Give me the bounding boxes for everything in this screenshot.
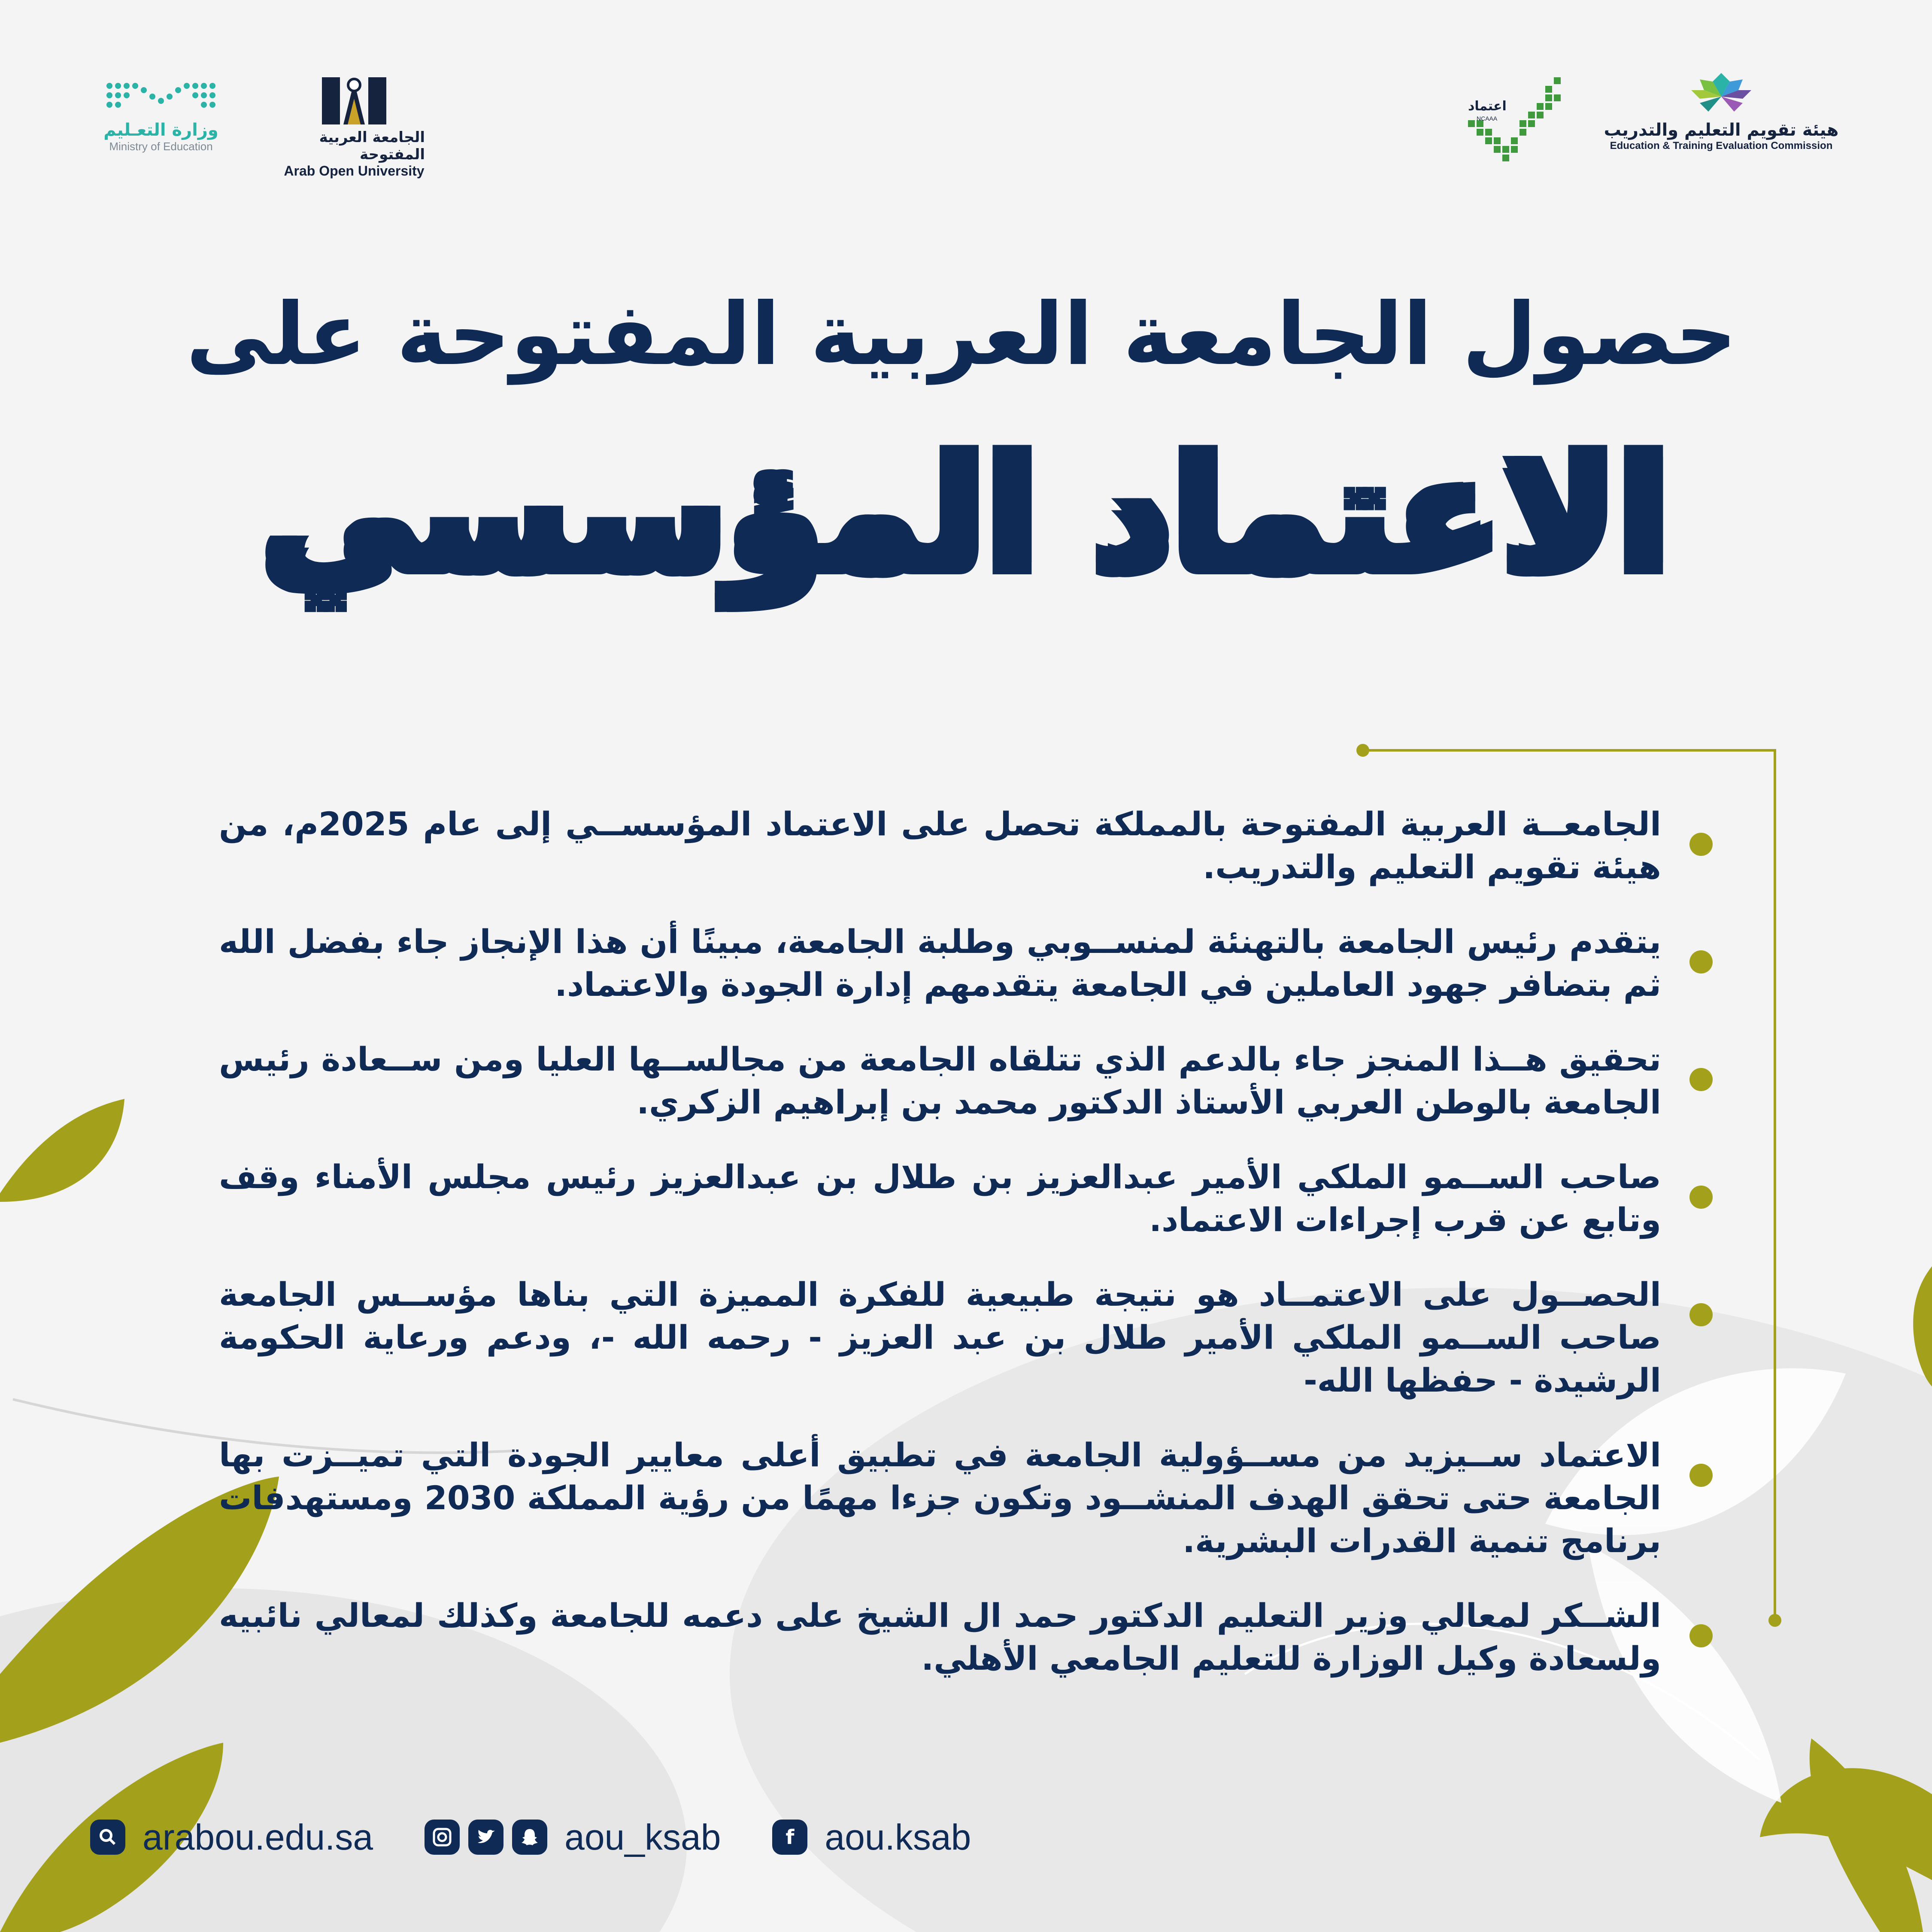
- bullet-item: [219, 1038, 1713, 1124]
- website-link[interactable]: arabou.edu.sa: [143, 1817, 373, 1857]
- social-handle[interactable]: aou_ksab: [564, 1817, 721, 1857]
- instagram-icon[interactable]: [425, 1820, 460, 1855]
- bullet-item: [219, 920, 1713, 1006]
- timeline-end-dot: [1768, 1614, 1781, 1627]
- bullet-text: الحصــول على الاعتمــاد هو نتيجة طبيعية للفكرة المميزة التي بناها مؤســس الجامعة صاحب الســمو الملكي الأمير طلال بن عبد العزيز - رحمه الله -، ودعم ورعاية الحكومة الرشيدة - حفظها الله-: [219, 1275, 1661, 1399]
- footer: [90, 1814, 971, 1861]
- bullet-list: [219, 803, 1713, 1712]
- twitter-icon[interactable]: [468, 1820, 503, 1855]
- bullet-text: الشــكر لمعالي وزير التعليم الدكتور حمد ال الشيخ على دعمه للجامعة وكذلك لمعالي نائبيه ولسعادة وكيل الوزارة للتعليم الجامعي الأهلي.: [219, 1596, 1661, 1677]
- ncaaa-check-icon: [1459, 73, 1562, 172]
- aou-arabic-name: الجامعة العربية المفتوحة: [319, 129, 425, 163]
- bullet-text: الاعتماد ســيزيد من مســؤولية الجامعة في تطبيق أعلى معايير الجودة التي تميــزت بها الجامعة حتى تحقق الهدف المنشــود وتكون جزءا مهمًا من رؤية المملكة 2030 ومستهدفات برنامج تنمية القدرات البشرية.: [219, 1436, 1661, 1560]
- ministry-english-name: Ministry of Education: [109, 140, 213, 153]
- bullet-dot-icon: [1689, 1624, 1713, 1647]
- bullet-dot-icon: [1689, 1068, 1713, 1091]
- timeline-start-dot: [1356, 744, 1369, 757]
- headline-line-1: حصول الجامعة العربية المفتوحة على: [186, 285, 1737, 385]
- aou-english-name: Arab Open University: [284, 163, 425, 179]
- aou-logo: [283, 73, 425, 179]
- bullet-item: [219, 1434, 1713, 1562]
- etec-flower-icon: [1687, 73, 1756, 120]
- bullet-text: الجامعــة العربية المفتوحة بالمملكة تحصل على الاعتماد المؤسســي إلى عام 2025م، من هيئة تقويم التعليم والتدريب.: [219, 805, 1662, 886]
- snapchat-icon[interactable]: [512, 1820, 547, 1855]
- bullet-dot-icon: [1689, 1303, 1713, 1326]
- ncaaa-english-name: NCAAA: [1477, 115, 1498, 122]
- leaf-left-top: [0, 1099, 124, 1202]
- bullet-item: [219, 803, 1713, 889]
- aou-emblem-icon: [318, 73, 391, 129]
- ministry-of-education-logo: [90, 73, 232, 153]
- headline-line-2: الاعتماد المؤسسي: [261, 425, 1670, 605]
- ministry-dots-icon: [101, 73, 221, 120]
- ncaaa-logo: [1455, 73, 1567, 172]
- ncaaa-arabic-name: اعتماد: [1468, 99, 1507, 114]
- bullet-dot-icon: [1689, 1464, 1713, 1487]
- etec-logo: [1597, 73, 1846, 152]
- etec-arabic-name: هيئة تقويم التعليم والتدريب: [1604, 120, 1839, 140]
- bullet-item: [219, 1594, 1713, 1680]
- bullet-text: صاحب الســمو الملكي الأمير عبدالعزيز بن طلال بن عبدالعزيز رئيس مجلس الأمناء وقف وتابع عن قرب إجراءات الاعتماد.: [219, 1158, 1661, 1239]
- bullet-item: [219, 1156, 1713, 1241]
- search-icon: [90, 1820, 125, 1855]
- facebook-icon[interactable]: f: [772, 1820, 807, 1855]
- facebook-handle[interactable]: aou.ksab: [825, 1817, 971, 1857]
- bullet-text: يتقدم رئيس الجامعة بالتهنئة لمنســوبي وطلبة الجامعة، مبينًا أن هذا الإنجاز جاء بفضل الله ثم بتضافر جهود العاملين في الجامعة يتقدمهم إدارة الجودة والاعتماد.: [219, 922, 1661, 1004]
- etec-english-name: Education & Training Evaluation Commission: [1610, 140, 1833, 152]
- bullet-text: تحقيق هــذا المنجز جاء بالدعم الذي تتلقاه الجامعة من مجالســها العليا ومن ســعادة رئيس الجامعة بالوطن العربي الأستاذ الدكتور محمد بن إبراهيم الزكري.: [219, 1040, 1661, 1121]
- bullet-dot-icon: [1689, 950, 1713, 974]
- bullet-item: [219, 1273, 1713, 1402]
- ministry-arabic-name: وزارة التعـليم: [103, 120, 218, 140]
- bullet-dot-icon: [1689, 833, 1713, 856]
- bullet-dot-icon: [1689, 1186, 1713, 1209]
